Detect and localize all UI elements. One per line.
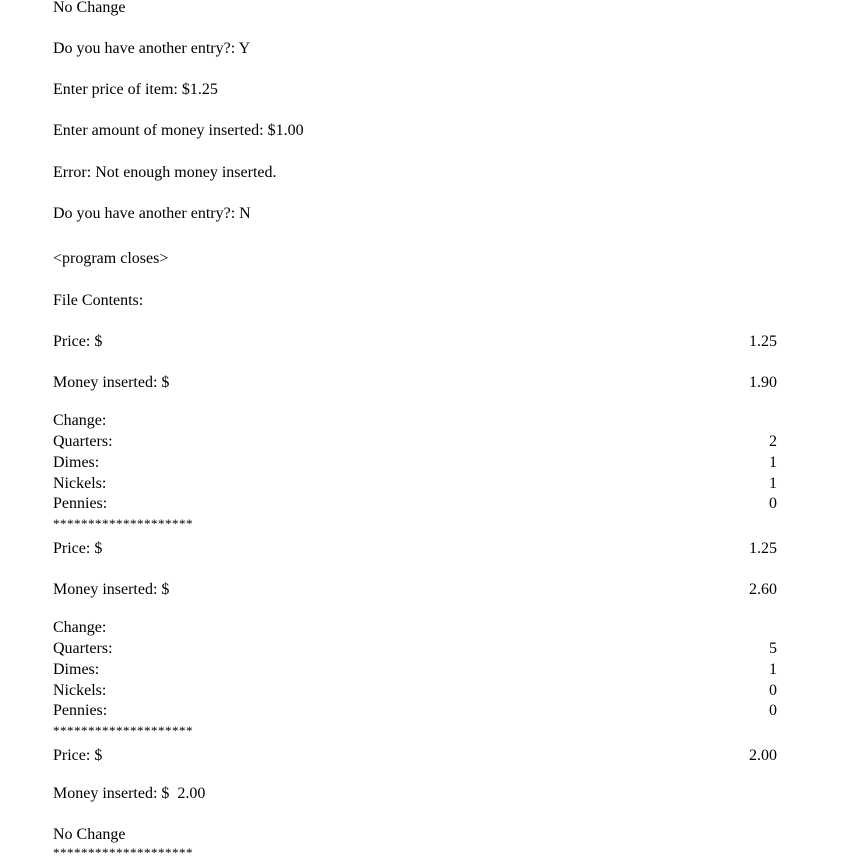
record-1-dimes-label: Dimes:: [53, 454, 100, 471]
price-prompt: Enter price of item: $1.25: [53, 81, 218, 98]
record-2-price-label: Price: $: [53, 540, 103, 557]
record-1-quarters-value: 2: [769, 433, 777, 450]
record-1-pennies-label: Pennies:: [53, 495, 108, 512]
record-2-nickels-value: 0: [769, 682, 777, 699]
separator-2: ********************: [53, 723, 193, 738]
record-1-nickels-value: 1: [769, 475, 777, 492]
record-2-dimes-label: Dimes:: [53, 661, 100, 678]
record-1-money-value: 1.90: [749, 374, 777, 391]
record-3-price-value: 2.00: [749, 747, 777, 764]
record-1-pennies-value: 0: [769, 495, 777, 512]
record-2-nickels-label: Nickels:: [53, 682, 107, 699]
record-1-change-label: Change:: [53, 412, 107, 429]
record-2-pennies-value: 0: [769, 702, 777, 719]
record-1-dimes-value: 1: [769, 454, 777, 471]
record-2-money-label: Money inserted: $: [53, 581, 170, 598]
another-entry-prompt-final: Do you have another entry?: N: [53, 205, 251, 222]
error-message: Error: Not enough money inserted.: [53, 164, 277, 181]
another-entry-prompt: Do you have another entry?: Y: [53, 40, 251, 57]
record-2-quarters-label: Quarters:: [53, 640, 113, 657]
program-closes-note: <program closes>: [53, 250, 169, 267]
file-contents-heading: File Contents:: [53, 292, 144, 309]
record-1-price-label: Price: $: [53, 333, 103, 350]
record-2-change-label: Change:: [53, 619, 107, 636]
separator-3: ********************: [53, 845, 193, 860]
separator-1: ********************: [53, 516, 193, 531]
record-2-money-value: 2.60: [749, 581, 777, 598]
money-prompt: Enter amount of money inserted: $1.00: [53, 122, 304, 139]
record-1-price-value: 1.25: [749, 333, 777, 350]
record-1-money-label: Money inserted: $: [53, 374, 170, 391]
record-1-nickels-label: Nickels:: [53, 475, 107, 492]
record-3-no-change-text: No Change: [53, 826, 126, 843]
record-3-price-label: Price: $: [53, 747, 103, 764]
no-change-text: No Change: [53, 0, 126, 16]
record-2-pennies-label: Pennies:: [53, 702, 108, 719]
record-2-price-value: 1.25: [749, 540, 777, 557]
record-2-dimes-value: 1: [769, 661, 777, 678]
record-2-quarters-value: 5: [769, 640, 777, 657]
record-1-quarters-label: Quarters:: [53, 433, 113, 450]
record-3-money-line: Money inserted: $ 2.00: [53, 785, 206, 802]
